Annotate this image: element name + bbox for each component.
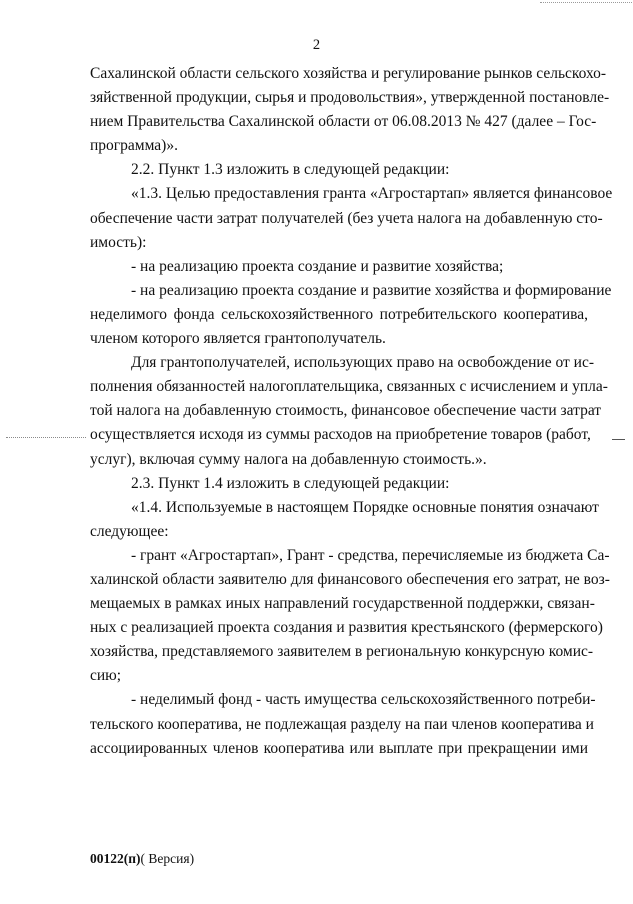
text-line: тельского кооператива, не подлежащая разделу на паи членов кооператива и	[90, 715, 594, 733]
text-line: мещаемых в рамках иных направлений государственной поддержки, связан-	[90, 595, 595, 613]
text-line: - грант «Агростартап», Грант - средства, перечисляемые из бюджета Са-	[131, 546, 610, 564]
document-body	[90, 62, 613, 761]
text-line: сию;	[90, 667, 122, 685]
text-line: ассоциированных членов кооператива или выплате при прекращении ими	[90, 739, 588, 757]
text-line: зяйственной продукции, сырья и продовольствия», утвержденной постановле-	[90, 89, 610, 107]
text-line: 2.2. Пункт 1.3 изложить в следующей редакции:	[131, 161, 450, 179]
text-line: «1.4. Используемые в настоящем Порядке основные понятия означают	[131, 498, 599, 516]
text-line: - на реализацию проекта создание и развитие хозяйства и формирование	[131, 281, 612, 299]
text-line: 2.3. Пункт 1.4 изложить в следующей редакции:	[131, 474, 450, 492]
text-line: неделимого фонда сельскохозяйственного потребительского кооператива,	[90, 305, 588, 323]
margin-dash-mark	[612, 439, 625, 440]
text-line: обеспечение части затрат получателей (без учета налога на добавленную сто-	[90, 209, 603, 227]
margin-dotted-mark	[6, 437, 86, 438]
text-line: «1.3. Целью предоставления гранта «Агростартап» является финансовое	[131, 185, 613, 203]
text-line: - на реализацию проекта создание и развитие хозяйства;	[131, 257, 504, 275]
text-line: имость):	[90, 233, 147, 251]
text-line: полнения обязанностей налогоплательщика, связанных с исчислением и упла-	[90, 378, 608, 396]
text-line: ных с реализацией проекта создания и развития крестьянского (фермерского)	[90, 619, 603, 637]
text-line: хозяйства, представляемого заявителем в региональную конкурсную комис-	[90, 643, 594, 661]
document-code: 00122(п)	[90, 851, 141, 866]
text-line: программа)».	[90, 137, 178, 155]
text-line: следующее:	[90, 522, 169, 540]
document-version: ( Версия)	[140, 851, 195, 866]
text-line: осуществляется исходя из суммы расходов на приобретение товаров (работ,	[90, 426, 591, 444]
page-number: 2	[312, 37, 321, 53]
text-line: Сахалинской области сельского хозяйства и регулирование рынков сельскохо-	[90, 65, 607, 82]
text-line: нием Правительства Сахалинской области от 06.08.2013 № 427 (далее – Гос-	[90, 113, 597, 131]
document-footer	[90, 851, 194, 867]
text-line: халинской области заявителю для финансового обеспечения его затрат, не воз-	[90, 570, 610, 588]
text-line: Для грантополучателей, использующих право на освобождение от ис-	[131, 354, 595, 372]
text-line: той налога на добавленную стоимость, финансовое обеспечение части затрат	[90, 402, 602, 420]
text-line: членом которого является грантополучатель.	[90, 330, 386, 348]
text-line: услуг), включая сумму налога на добавленную стоимость.».	[90, 450, 487, 468]
scan-top-rule	[540, 2, 632, 3]
text-line: - неделимый фонд - часть имущества сельскохозяйственного потреби-	[131, 691, 596, 709]
